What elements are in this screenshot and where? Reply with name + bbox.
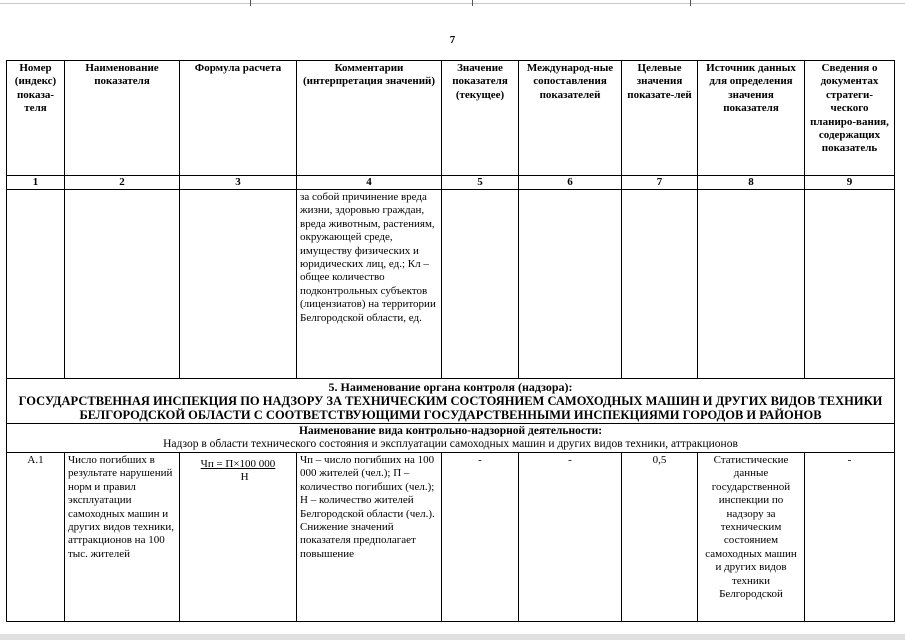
continuation-row <box>7 190 895 379</box>
header-cell: Сведения о документах стратеги-ческого планиро-вания, содержащих показатель <box>805 61 895 176</box>
activity-title: Наименование вида контрольно-надзорной деятельности: <box>298 425 603 437</box>
column-number: 5 <box>442 176 519 190</box>
header-cell: Международ-ные сопоставления показателей <box>519 61 622 176</box>
header-cell: Формула расчета <box>180 61 297 176</box>
column-number: 2 <box>65 176 180 190</box>
row-index: А.1 <box>7 453 65 622</box>
section-title: 5. Наименование органа контроля (надзора): <box>328 380 573 394</box>
page-top-edge <box>0 0 905 4</box>
formula-fraction <box>201 458 276 485</box>
activity-row <box>7 424 895 453</box>
section-row <box>7 379 895 424</box>
row-current-value: - <box>442 453 519 622</box>
formula-numerator: Чп = П×100 000 <box>200 458 276 470</box>
row-strategic-docs: - <box>805 453 895 622</box>
row-indicator-name: Число погибших в результате нарушений норм и правил эксплуатации самоходных машин и других видов техники, аттракционов на 100 тыс. жителей <box>65 453 180 622</box>
empty-cell <box>7 190 65 379</box>
row-target: 0,5 <box>622 453 698 622</box>
column-number: 9 <box>805 176 895 190</box>
header-cell: Номер (индекс) показа-теля <box>7 61 65 176</box>
table-row <box>7 453 895 622</box>
indicators-table <box>6 60 895 622</box>
row-international: - <box>519 453 622 622</box>
header-cell: Целевые значения показате-лей <box>622 61 698 176</box>
page-bottom-edge <box>0 634 905 640</box>
column-number: 6 <box>519 176 622 190</box>
row-formula <box>180 453 297 622</box>
scan-mark <box>690 0 691 6</box>
column-number: 7 <box>622 176 698 190</box>
column-number: 8 <box>698 176 805 190</box>
page-number: 7 <box>449 34 456 46</box>
empty-cell <box>622 190 698 379</box>
column-number: 4 <box>297 176 442 190</box>
section-org-name: ГОСУДАРСТВЕННАЯ ИНСПЕКЦИЯ ПО НАДЗОРУ ЗА ТЕХНИЧЕСКИМ СОСТОЯНИЕМ САМОХОДНЫХ МАШИН И ДРУГИХ ВИДОВ ТЕХНИКИ БЕЛГОРОДСКОЙ ОБЛАСТИ С СООТВЕТСТВУЮЩИМИ ГОСУДАРСТВЕННЫМИ ИНСПЕКЦИЯМИ ГОРОДОВ И РАЙОНОВ <box>18 394 883 422</box>
header-cell: Источник данных для определения значения показателя <box>698 61 805 176</box>
header-cell: Комментарии (интерпретация значений) <box>297 61 442 176</box>
column-number: 3 <box>180 176 297 190</box>
scan-mark <box>250 0 251 6</box>
empty-cell <box>180 190 297 379</box>
header-cell: Наименование показателя <box>65 61 180 176</box>
header-cell: Значение показателя (текущее) <box>442 61 519 176</box>
continuation-comment: за собой причинение вреда жизни, здоровью граждан, вреда животным, растениям, окружающей среде, имуществу физических и юридических лиц, ед.; Кл – общее количество подконтрольных субъектов (лицензиатов) на территории Белгородской области, ед. <box>297 190 442 379</box>
empty-cell <box>698 190 805 379</box>
formula-denominator: Н <box>240 471 249 484</box>
column-number: 1 <box>7 176 65 190</box>
row-source: Статистические данные государственной инспекции по надзору за техническим состоянием самоходных машин и других видов техники Белгородской <box>698 453 805 622</box>
scan-mark <box>472 0 473 6</box>
empty-cell <box>805 190 895 379</box>
empty-cell <box>442 190 519 379</box>
empty-cell <box>519 190 622 379</box>
header-row <box>7 61 895 176</box>
empty-cell <box>65 190 180 379</box>
activity-name: Надзор в области технического состояния и эксплуатации самоходных машин и других видов техники, аттракционов <box>163 438 738 450</box>
column-number-row <box>7 176 895 190</box>
row-comment: Чп – число погибших на 100 000 жителей (чел.); П – количество погибших (чел.); Н – количество жителей Белгородской области (чел.). Снижение значений показателя предполагает повышение <box>297 453 442 622</box>
